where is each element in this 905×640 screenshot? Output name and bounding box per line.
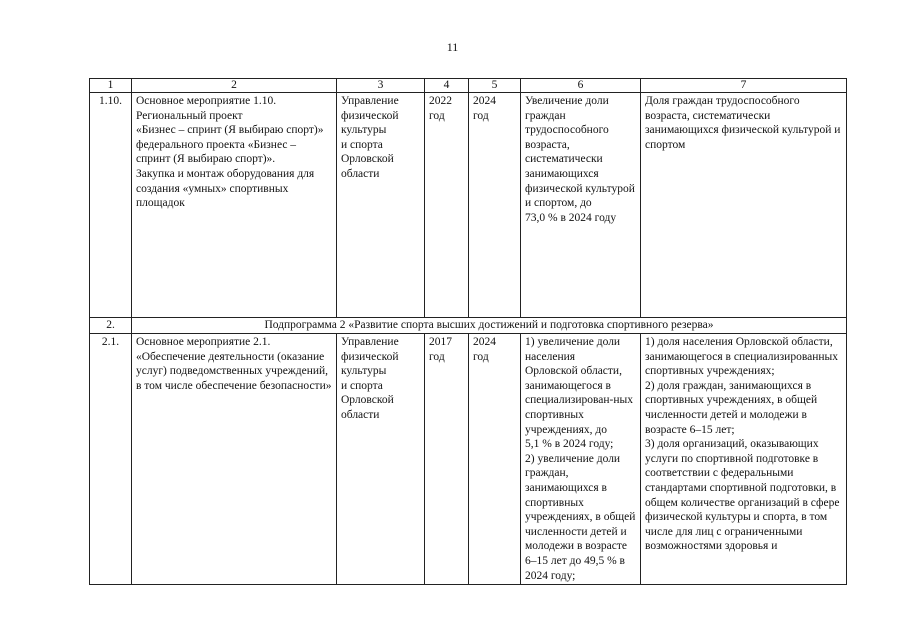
table-row	[90, 93, 847, 318]
event-name: Основное мероприятие 1.10. Региональный проект «Бизнес – спринт (Я выбираю спорт)» федерального проекта «Бизнес – спринт (Я выбираю спорт)». Закупка и монтаж оборудования для создания «умных» спортивных площадок	[132, 93, 337, 318]
program-table	[89, 78, 847, 585]
page-number: 11	[446, 40, 459, 54]
header-cell: 1	[90, 79, 132, 93]
header-row	[90, 79, 847, 93]
end-year: 2024 год	[469, 93, 521, 318]
table-row	[90, 334, 847, 585]
executor: Управление физической культуры и спорта Орловской области	[337, 93, 425, 318]
header-cell: 3	[337, 79, 425, 93]
subprogram-row	[90, 318, 847, 334]
header-cell: 2	[132, 79, 337, 93]
subprogram-number: 2.	[90, 318, 132, 334]
indicator: Доля граждан трудоспособного возраста, систематически занимающихся физической культурой и спортом	[641, 93, 847, 318]
event-name: Основное мероприятие 2.1. «Обеспечение деятельности (оказание услуг) подведомственных учреждений, в том числе обеспечение безопасности»	[132, 334, 337, 585]
indicator: 1) доля населения Орловской области, занимающегося в специализированных спортивных учреждениях; 2) доля граждан, занимающихся в спортивных учреждениях, в общей численности детей и молодежи в возрасте 6–15 лет; 3) доля организаций, оказывающих услуги по спортивной подготовке в соответствии с федеральными стандартами спортивной подготовки, в общем количестве организаций в сфере физической культуры и спорта, в том числе для лиц с ограниченными возможностями здоровья и	[641, 334, 847, 585]
subprogram-title: Подпрограмма 2 «Развитие спорта высших достижений и подготовка спортивного резерва»	[132, 318, 847, 334]
header-cell: 6	[521, 79, 641, 93]
header-cell: 4	[425, 79, 469, 93]
start-year: 2022 год	[425, 93, 469, 318]
header-cell: 7	[641, 79, 847, 93]
expected-result: Увеличение доли граждан трудоспособного возраста, систематически занимающихся физической культурой и спортом, до 73,0 % в 2024 году	[521, 93, 641, 318]
expected-result: 1) увеличение доли населения Орловской области, занимающегося в специализирован-ных спортивных учреждениях, до 5,1 % в 2024 году; 2) увеличение доли граждан, занимающихся в спортивных учреждениях, в общей численности детей и молодежи в возрасте 6–15 лет до 49,5 % в 2024 году;	[521, 334, 641, 585]
header-cell: 5	[469, 79, 521, 93]
executor: Управление физической культуры и спорта Орловской области	[337, 334, 425, 585]
row-number: 1.10.	[90, 93, 132, 318]
start-year: 2017 год	[425, 334, 469, 585]
row-number: 2.1.	[90, 334, 132, 585]
end-year: 2024 год	[469, 334, 521, 585]
